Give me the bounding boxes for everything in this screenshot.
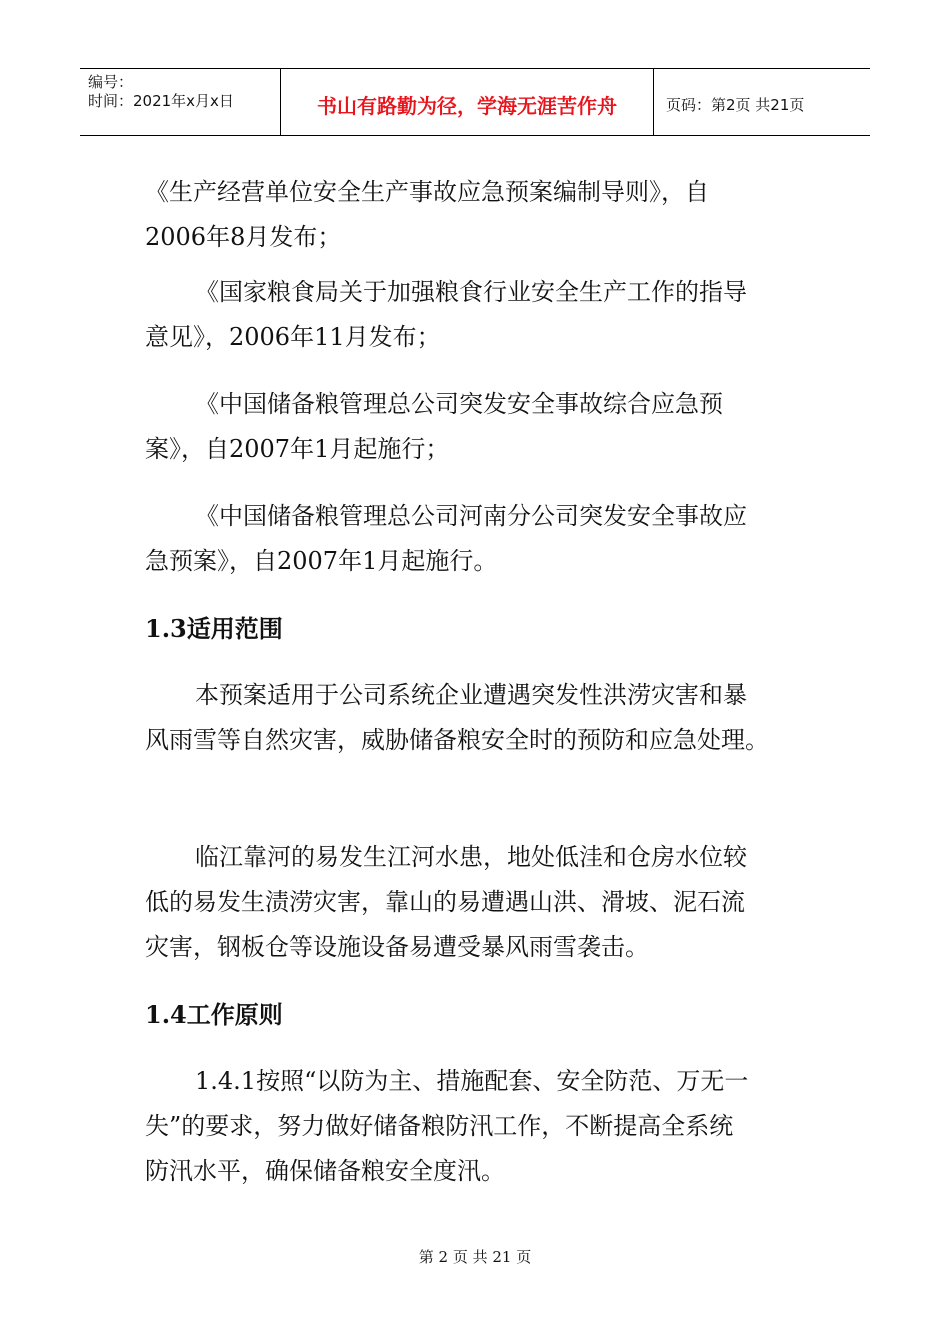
paragraph-line: 急预案》，自2007年1月起施行。 [145,547,498,575]
paragraph-line: 风雨雪等自然灾害，威胁储备粮安全时的预防和应急处理。 [145,726,769,754]
paragraph-risks [145,835,805,970]
header-meta [80,69,280,135]
paragraph-line: 失”的要求，努力做好储备粮防汛工作，不断提高全系统 [145,1112,734,1140]
section-heading-1-3: 1.3适用范围 [145,614,283,643]
paragraph-guideline-3 [145,382,805,472]
paragraph-line: 《国家粮食局关于加强粮食行业安全生产工作的指导 [195,278,747,306]
header-motto: 书山有路勤为径，学海无涯苦作舟 [280,69,654,135]
paragraph-line: 《中国储备粮管理总公司突发安全事故综合应急预 [195,390,723,418]
paragraph-line: 防汛水平，确保储备粮安全度汛。 [145,1157,505,1185]
paragraph-guideline-2 [145,270,805,360]
header-page-info: 页码：第2页 共21页 [666,95,805,114]
section-heading-1-4: 1.4工作原则 [145,1000,283,1029]
paragraph-guideline-1 [145,170,805,260]
paragraph-line: 《生产经营单位安全生产事故应急预案编制导则》，自 [145,178,709,206]
page-footer: 第 2 页 共 21 页 [418,1248,532,1266]
paragraph-line: 本预案适用于公司系统企业遭遇突发性洪涝灾害和暴 [195,681,747,709]
document-date: 时间：2021年x月x日 [88,92,234,110]
paragraph-line: 灾害，钢板仓等设施设备易遭受暴风雨雪袭击。 [145,933,649,961]
paragraph-line: 案》，自2007年1月起施行； [145,435,450,463]
paragraph-guideline-4 [145,494,805,584]
paragraph-scope [145,673,805,763]
document-number-label: 编号： [88,73,134,91]
blank-space [145,785,805,835]
document-body [145,170,805,1216]
paragraph-line: 《中国储备粮管理总公司河南分公司突发安全事故应 [195,502,747,530]
paragraph-line: 意见》，2006年11月发布； [145,323,441,351]
paragraph-line: 1.4.1按照“以防为主、措施配套、安全防范、万无一 [195,1067,749,1095]
paragraph-line: 低的易发生渍涝灾害，靠山的易遭遇山洪、滑坡、泥石流 [145,888,745,916]
paragraph-line: 2006年8月发布； [145,223,342,251]
paragraph-line: 临江靠河的易发生江河水患，地处低洼和仓房水位较 [195,843,747,871]
page-header [80,68,870,136]
paragraph-principle-1-4-1 [145,1059,805,1194]
